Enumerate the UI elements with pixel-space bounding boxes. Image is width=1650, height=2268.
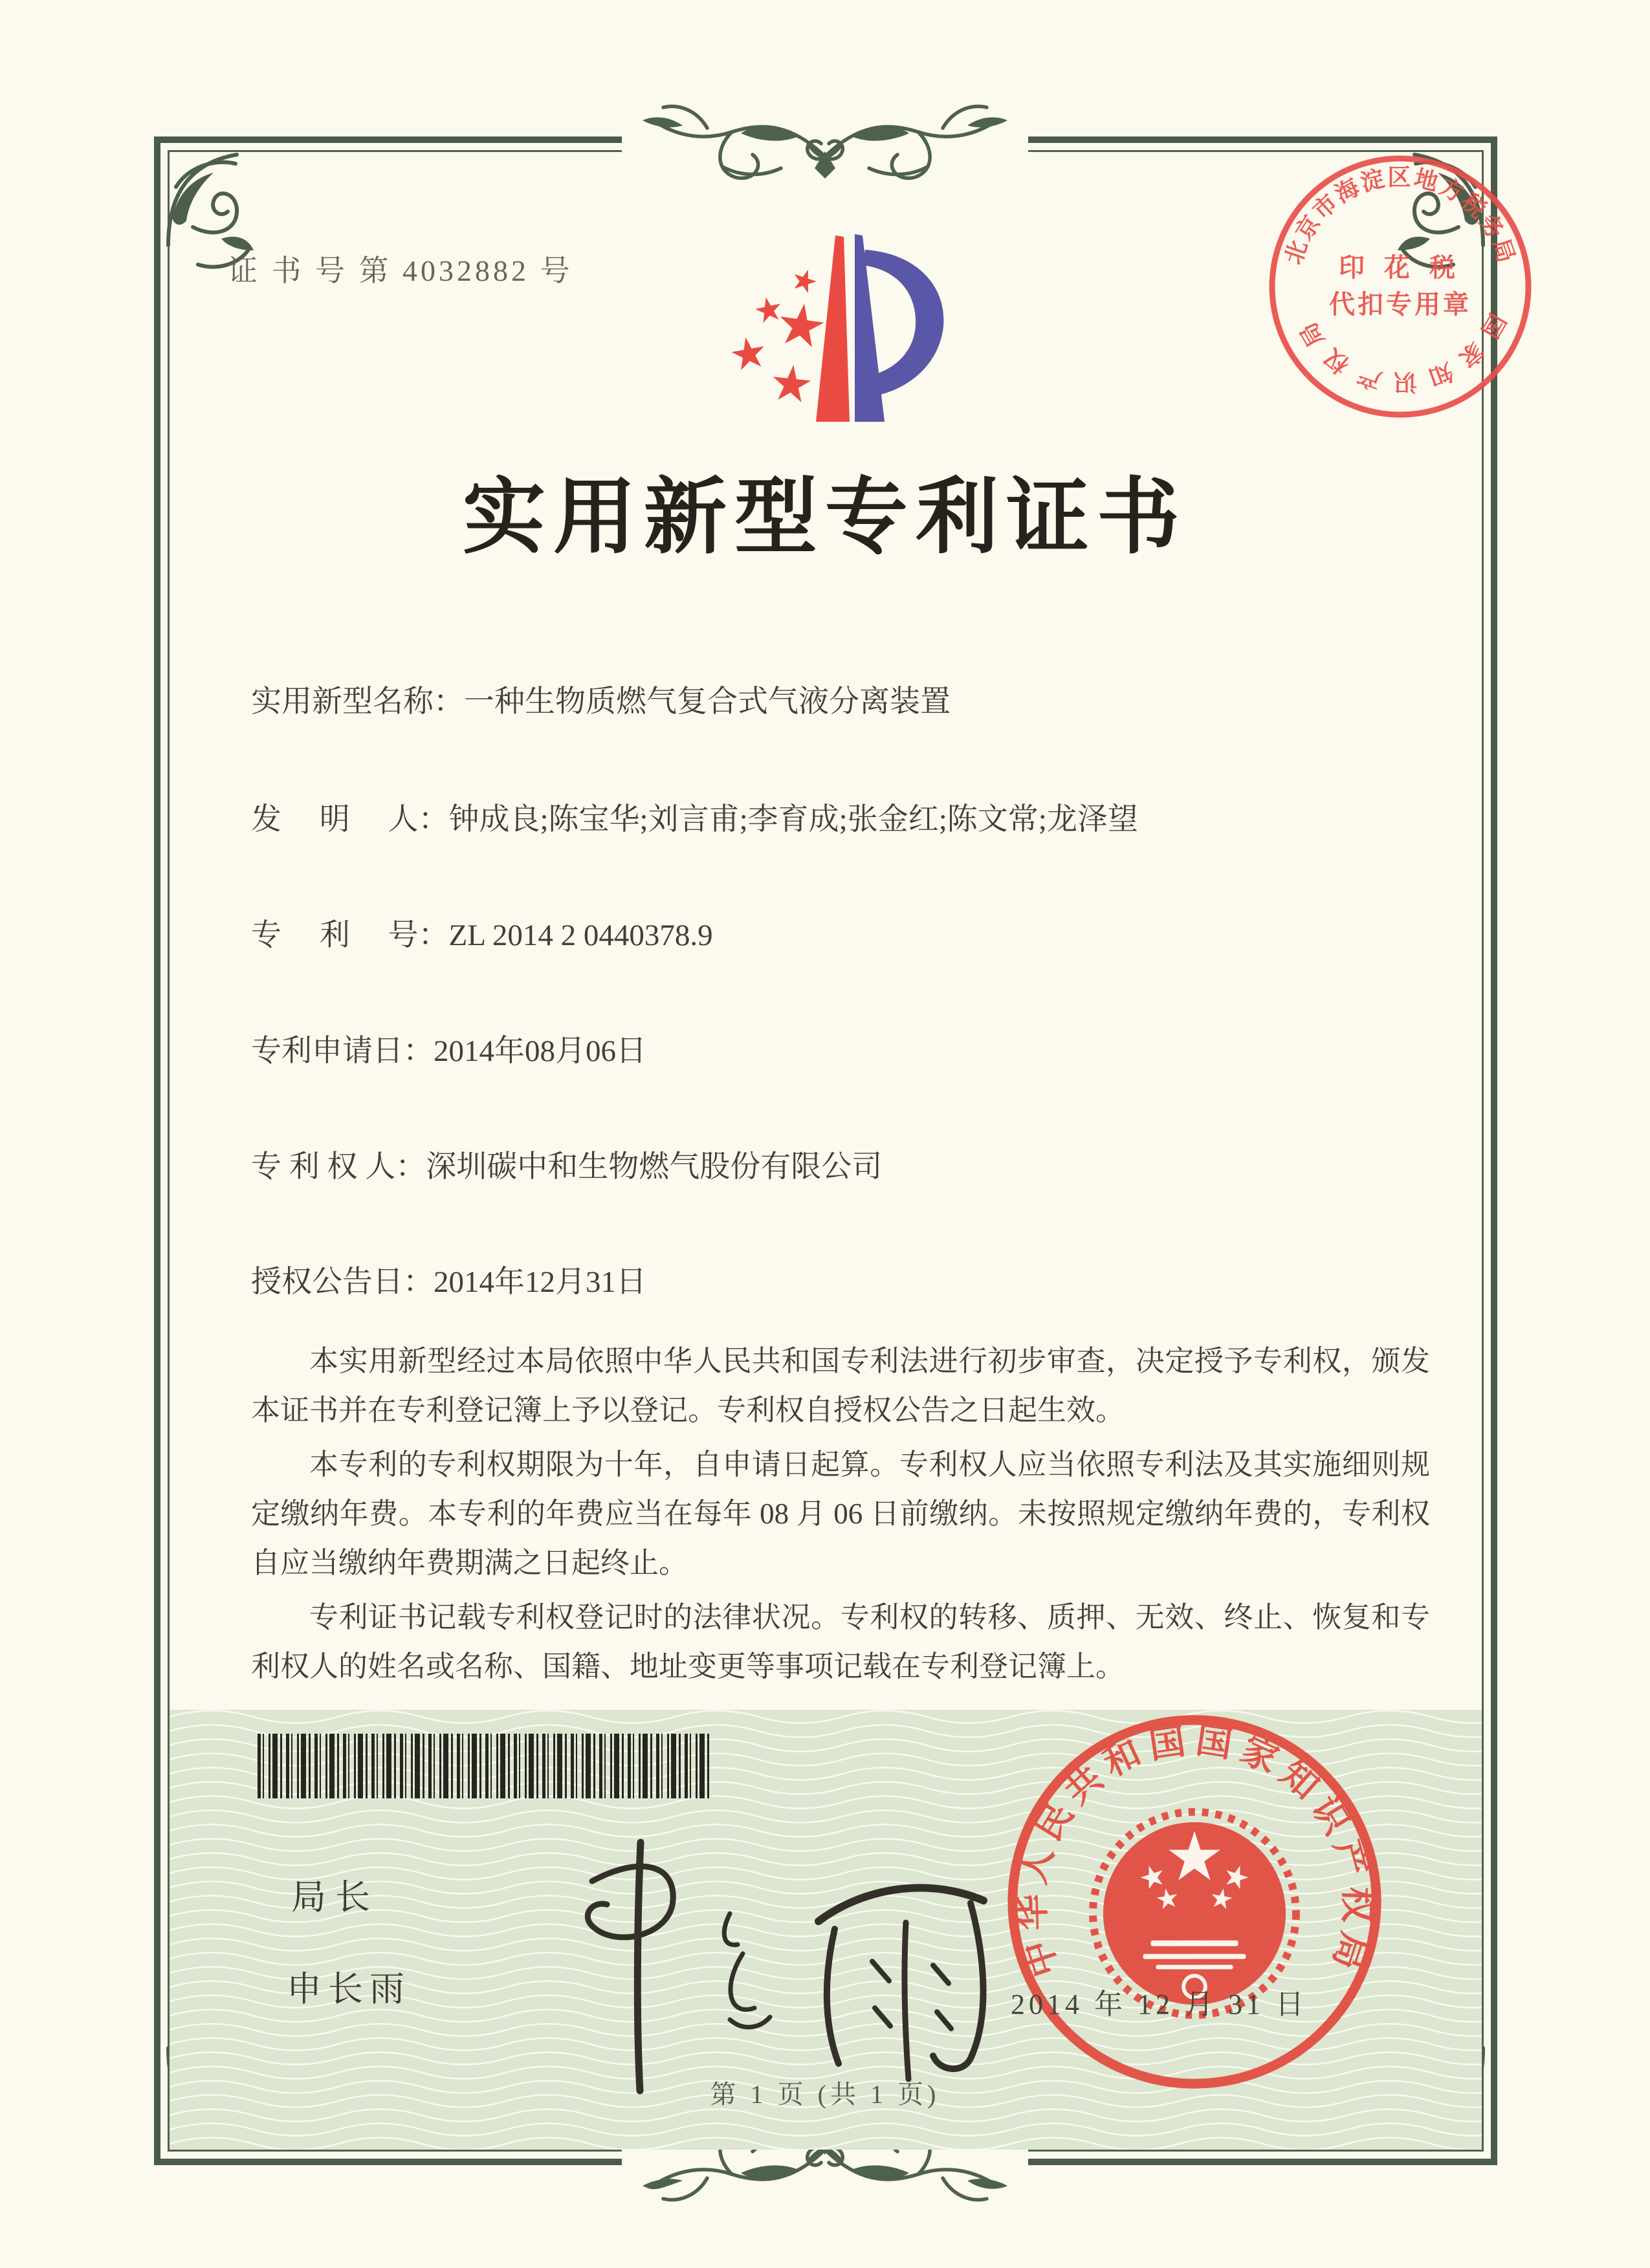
certificate-number: 证 书 号 第 4032882 号 [228,254,573,287]
field-value: 钟成良;陈宝华;刘言甫;李育成;张金红;陈文常;龙泽望 [448,803,1138,836]
field-value: 2014年12月31日 [434,1265,646,1299]
scroll-ornament-icon [579,85,1071,205]
signer-name: 申长雨 [287,1970,411,2009]
svg-text:国家知识产权局 [1290,309,1510,395]
field-value: ZL 2014 2 0440378.9 [448,919,713,952]
barcode [258,1734,710,1798]
field-value: 2014年08月06日 [434,1034,646,1068]
field-label: 专 利 权 人： [251,1150,426,1184]
guilloche-panel [170,1710,1482,2150]
field-inventors [251,795,1442,838]
field-utility-model-name [251,677,1442,721]
signer-role-label: 局长 [291,1878,379,1917]
seal-ring-text: 中华人民共和国国家知识产权局 [1011,1720,1378,1982]
field-filing-date [251,1027,1442,1070]
field-label: 授权公告日： [251,1265,434,1299]
field-label: 发 明 人： [251,803,449,836]
cnipa-logo-icon [696,194,967,453]
field-patentee [251,1142,1442,1186]
field-label: 实用新型名称： [251,685,464,719]
legal-text-block [251,1336,1430,1696]
field-grant-date [251,1258,1442,1301]
field-value: 深圳碳中和生物燃气股份有限公司 [426,1150,883,1184]
seal-date: 2014 年 12 月 31 日 [1011,1989,1308,2020]
field-value: 一种生物质燃气复合式气液分离装置 [464,685,951,719]
svg-text:北京市海淀区地方税务局 [1281,164,1520,268]
field-label: 专利申请日： [251,1034,434,1068]
legal-paragraph: 本专利的专利权期限为十年，自申请日起算。专利权人应当依照专利法及其实施细则规定缴纳年费。本专利的年费应当在每年 08 月 06 日前缴纳。未按照规定缴纳年费的，专利权自应当缴纳年费期满之日起终止。 [251,1448,1430,1579]
cnipa-official-seal [1002,1710,1387,2095]
page-number-footer: 第 1 页 (共 1 页) [710,2080,940,2109]
legal-paragraph: 本实用新型经过本局依照中华人民共和国专利法进行初步审查，决定授予专利权，颁发本证书并在专利登记簿上予以登记。专利权自授权公告之日起生效。 [251,1345,1430,1426]
certificate-title: 实用新型专利证书 [462,472,1187,563]
field-patent-number [251,911,1442,954]
tax-stamp-bottom-arc: 国家知识产权局 [1290,309,1511,395]
tax-stamp-seal [1257,144,1543,430]
tax-stamp-top-arc: 北京市海淀区地方税务局 [1280,164,1521,268]
field-label: 专 利 号： [251,919,449,952]
director-autograph-signature [446,1824,1042,2102]
tax-stamp-line1: 印 花 税 [1339,253,1462,282]
legal-paragraph: 专利证书记载专利权登记时的法律状况。专利权的转移、质押、无效、终止、恢复和专利权人的姓名或名称、国籍、地址变更等事项记载在专利登记簿上。 [251,1601,1430,1683]
tax-stamp-line2: 代扣专用章 [1329,290,1471,319]
